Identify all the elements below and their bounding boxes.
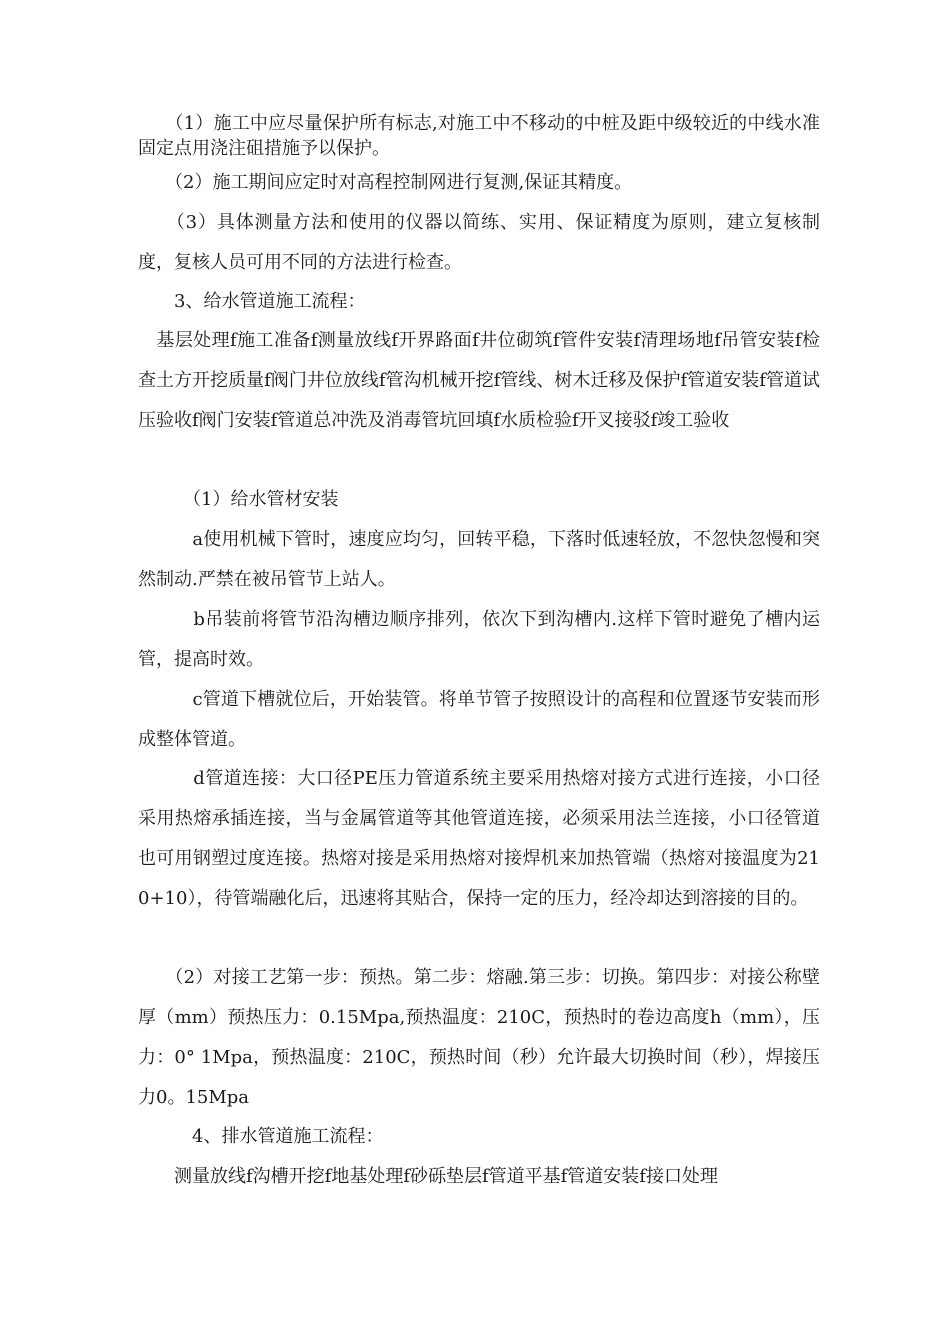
paragraph-10: d管道连接：大口径PE压力管道系统主要采用热熔对接方式进行连接，小口径采用热熔承插连接，当与金属管道等其他管道连接，必须采用法兰连接，小口径管道也可用钢塑过度连接。热熔对接是采用热熔对接焊机来加热管端（热熔对接温度为210+10），待管端融化后，迅速将其贴合，保持一定的压力，经冷却达到溶接的目的。 [138, 768, 820, 909]
paragraph-2: （2）施工期间应定时对高程控制网进行复测,保证其精度。 [138, 172, 633, 193]
paragraph-1: （1）施工中应尽量保护所有标志,对施工中不移动的中桩及距中级较近的中线水准固定点用浇注砠措施予以保护。 [138, 113, 820, 159]
paragraph-3: （3）具体测量方法和使用的仪器以简练、实用、保证精度为原则，建立复核制度，复核人员可用不同的方法进行检查。 [138, 212, 820, 273]
paragraph-6: （1）给水管材安装 [138, 489, 339, 510]
paragraph-9: c管道下槽就位后，开始装管。将单节管子按照设计的高程和位置逐节安装而形成整体管道。 [138, 689, 820, 750]
paragraph-8: b吊装前将管节沿沟槽边顺序排列，依次下到沟槽内.这样下管时避免了槽内运管，提高时效。 [138, 609, 820, 670]
paragraph-12: 4、排水管道施工流程： [138, 1126, 384, 1147]
paragraph-5: 基层处理f施工准备f测量放线f开界路面f井位砌筑f管件安装f清理场地f吊管安装f检查土方开挖质量f阀门井位放线f管沟机械开挖f管线、树木迁移及保护f管道安装f管道试压验收f阀门安装f管道总冲洗及消毒管坑回填f水质检验f开叉接驳f竣工验收 [138, 330, 820, 431]
paragraph-11: （2）对接工艺第一步：预热。第二步：熔融.第三步：切换。第四步：对接公称壁厚（mm）预热压力：0.15Mpa,预热温度：210C，预热时的卷边高度h（mm），压力：0° 1Mpa，预热温度：210C，预热时间（秒）允许最大切换时间（秒），焊接压力0。15Mpa [138, 967, 820, 1108]
paragraph-4: 3、给水管道施工流程： [138, 291, 366, 312]
paragraph-13: 测量放线f沟槽开挖f地基处理f砂砾垫层f管道平基f管道安装f接口处理 [138, 1166, 718, 1187]
paragraph-7: a使用机械下管时，速度应均匀，回转平稳，下落时低速轻放，不忽快忽慢和突然制动.严禁在被吊管节上站人。 [138, 529, 820, 590]
